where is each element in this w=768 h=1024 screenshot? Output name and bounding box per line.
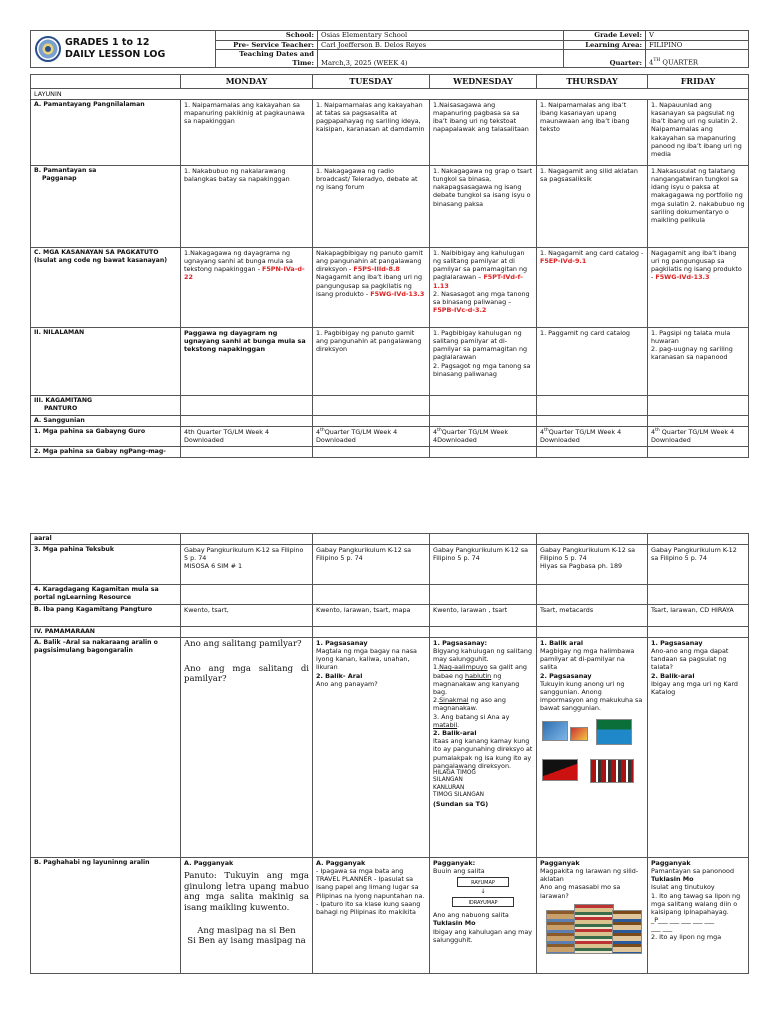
ip-friday: Tsart, larawan, CD HIRAYA	[648, 604, 749, 626]
nl-thursday: 1. Paggamit ng card catalog	[537, 327, 648, 395]
deped-seal-icon	[35, 36, 61, 62]
nl-monday: Paggawa ng dayagram ng ugnayang sanhi at bunga mula sa tekstong napakinggan	[181, 327, 313, 395]
tb-monday	[181, 544, 313, 584]
nilalaman-label: II. NILALAMAN	[31, 327, 181, 395]
ph-wednesday	[430, 857, 537, 973]
tb-thursday-1: Gabay Pangkurikulum K-12 sa Filipino 5 p. 74	[540, 545, 636, 563]
log-title-line2: DAILY LESSON LOG	[65, 49, 166, 60]
nl-friday-1: 1. Pagsipi ng talata mula huwaran	[651, 328, 731, 345]
ip-tuesday: Kwento, larawan, tsart, mapa	[313, 604, 430, 626]
ks-tuesday	[313, 247, 430, 327]
pg-friday: 1.Nakasusulat ng talatang nangangatwiran tungkol sa idang isyu o paksa at makagagawa ng portfolio ng mga sulatin 2. nakabubuo ng sariling dokumentaryo o maikling pelikula	[648, 165, 749, 247]
gabay-mag-aaral-label-1: 2. Mga pahina sa Gabay ngPang-mag-	[31, 446, 181, 457]
ph-thursday-h: Pagganyak	[540, 858, 580, 867]
ph-wednesday-t3: Ibigay ang kahulugan ang may salungguhit.	[433, 927, 533, 944]
ks-monday-text: 1.Nakagagawa ng dayagrama ng ugnayang sanhi at bunga mula sa tekstong napakinggan -	[184, 248, 293, 274]
pp-thursday: 1. Naipamamalas ang iba’t ibang kasanayan upang maunawaan ang iba’t ibang teksto	[537, 99, 648, 165]
quarter-label: Quarter:	[564, 50, 646, 68]
kasanayan-label-1: C. MGA KASANAYAN SA PAGKATUTO	[34, 248, 159, 256]
ba-wednesday-s1: 1.Nag-aalimpuyo sa galit ang babae ng hablutin ng magnanakaw ang kanyang bag.	[433, 663, 527, 696]
dates-value: March,3, 2025 (WEEK 4)	[318, 50, 564, 68]
tb-monday-2: MISOSA 6 SIM # 1	[184, 562, 243, 571]
ph-tuesday	[313, 857, 430, 973]
quarter-value: 4TH QUARTER	[646, 50, 749, 68]
ks-friday-text: Nagagamit ang iba’t ibang uri ng pangungusap sa pagkilatis ng isang produkto -	[651, 248, 742, 282]
library-images	[540, 904, 644, 958]
ph-monday-story-title: Ang masipag na si Ben	[197, 925, 296, 936]
tb-thursday-2: Hiyas sa Pagbasa ph. 189	[540, 562, 623, 571]
ba-thursday-t2: Tukuyin kung anong uri ng sanggunian. Anong impormasyon ang makukuha sa bawat sanggunian.	[540, 679, 643, 713]
ba-wednesday-h1: 1. Pagsasanay:	[433, 638, 488, 647]
lesson-log-page-2	[30, 533, 748, 974]
ks-thursday	[537, 247, 648, 327]
pp-tuesday: 1. Naipamamalas ang kakayahan at tatas sa pagsasalita at pagpapahayag ng sariling ideya, kaisipan, karanasan at damdamin	[313, 99, 430, 165]
ks-tuesday-text-1: Nakapagbibigay ng panuto gamit ang pangunahin at pangalawang direksyon -	[316, 248, 423, 274]
pamantayang-pangnilalaman-label: A. Pamantayang Pangnilalaman	[31, 99, 181, 165]
ba-friday-h1: 1. Pagsasanay	[651, 638, 703, 647]
ph-tuesday-h: A. Pagganyak	[316, 858, 366, 867]
ph-wednesday-t2: Ano ang nabuong salita	[433, 911, 509, 920]
ph-friday	[648, 857, 749, 973]
ph-friday-blank-2: ___ ___	[651, 924, 673, 933]
ba-monday-q2: Ano ang mga salitang di pamilyar?	[184, 663, 309, 685]
ph-thursday-t: Magpakita ng larawan ng silid-aklatan	[540, 867, 639, 884]
ba-wednesday-dir5: (Sundan sa TG)	[433, 799, 489, 808]
scrambled-word-2: IDRAYUMAP	[452, 897, 514, 907]
paghahabi-label: B. Paghahabi ng layuninng aralin	[31, 857, 181, 973]
ba-thursday-h2: 2. Pagsasanay	[540, 671, 592, 680]
ph-monday-t: Panuto: Tukuyin ang mga ginulong letra upang mabuo ang mga salita makinig sa isang maikling kuwento.	[184, 871, 309, 913]
ph-monday	[181, 857, 313, 973]
ph-thursday	[537, 857, 648, 973]
gg-thursday: 4thQuarter TG/LM Week 4 Downloaded	[537, 426, 648, 446]
ba-friday	[648, 637, 749, 857]
ks-wednesday-code-1: F5PT-IVd-f-1.13	[433, 273, 523, 290]
nl-wednesday-2: 2. Pagsagot ng mga tanong sa binasang paliwanag	[433, 361, 531, 378]
ba-wednesday-t2: Itaas ang kanang kamay kung ito ay pangunahing direksyo at pumalakpak ng isa kung ito ay pangalawang direksyon.	[433, 737, 533, 770]
balik-aral-label: A. Balik –Aral sa nakaraang aralin o pagsisimulang bagongaralin	[31, 637, 181, 857]
ks-wednesday	[430, 247, 537, 327]
ks-wednesday-text-2: 2. Nasasagot ang mga tanong sa binasang paliwanag –	[433, 289, 530, 306]
nl-wednesday-1: 1. Pagbibigay kahulugan ng salitang pamilyar at di-pamilyar sa pamamagitan ng paglalarawan	[433, 328, 528, 362]
ks-thursday-code: F5EP-IVd-9.1	[540, 256, 587, 265]
ba-wednesday	[430, 637, 537, 857]
library-shelf-image-3	[612, 910, 642, 954]
ba-wednesday-dir1: HILAGA TIMOG	[433, 769, 476, 776]
almanac-image	[542, 759, 578, 781]
ks-tuesday-code-2: F5WG-IVd-13.3	[370, 289, 425, 298]
ks-tuesday-code-1: F5PS-IIId-8.8	[353, 265, 400, 274]
tb-tuesday: Gabay Pangkurikulum K-12 sa Filipino 5 p. 74	[313, 544, 430, 584]
ba-wednesday-h2: 2. Balik-aral	[433, 728, 477, 737]
scrambled-word-1: RAYUMAP	[457, 877, 509, 887]
ba-tuesday-t2: Ano ang panayam?	[316, 679, 378, 688]
ba-tuesday	[313, 637, 430, 857]
nl-friday-2: 2. pag-uugnay ng sariling karanasan sa napanood	[651, 345, 733, 362]
ip-wednesday: Kwento, larawan , tsart	[430, 604, 537, 626]
ph-monday-story-line: Si Ben ay isang masipag na	[187, 936, 306, 947]
dates-label-1: Teaching Dates and	[239, 50, 314, 59]
pg-tuesday: 1. Nakagagawa ng radio broadcast/ Teleradyo, debate at ng isang forum	[313, 165, 430, 247]
ba-friday-t2: Ibigay ang mga uri ng Kard Katalog	[651, 679, 738, 696]
ks-tuesday-text-2: Nagagamit ang iba’t ibang uri ng pangungusap sa pagkilatis ng isang produkto -	[316, 273, 423, 298]
ba-wednesday-t1: Bigyang kahulugan ng salitang may salungguhit.	[433, 647, 533, 664]
lesson-table-2	[30, 533, 749, 974]
lesson-table-1	[30, 74, 749, 457]
dates-label-2: Time:	[292, 58, 314, 67]
gg-wednesday: 4thQuarter TG/LM Week 4Downloaded	[430, 426, 537, 446]
ba-tuesday-h2: 2. Balik- Aral	[316, 671, 363, 680]
ks-friday-code: F5WG-IVd-13.3	[655, 273, 710, 282]
grade-label: Grade Level:	[564, 31, 646, 41]
ba-tuesday-h1: 1. Pagsasanay	[316, 638, 368, 647]
teacher-value: Carl Joefferson B. Delos Reyes	[318, 40, 564, 50]
book-image	[570, 727, 588, 741]
ph-tuesday-t: - Ipagawa sa mga bata ang TRAVEL PLANNER - Ipasulat sa isang papel ang limang lugar sa Pilipinas na iyong napuntahan na. - Ipaturo ito sa klase kung saang bahagi ng Pilipinas ito makikita	[316, 867, 425, 916]
ks-wednesday-text-1: 1. Naibibigay ang kahulugan ng salitang pamilyar at di pamilyar sa pamamagitan ng paglalarawan –	[433, 248, 528, 282]
ph-thursday-t2: Ano ang masasabi mo sa larawan?	[540, 883, 621, 900]
day-thursday: THURSDAY	[537, 75, 648, 88]
day-tuesday: TUESDAY	[313, 75, 430, 88]
gabay-mag-aaral-label-2: aaral	[31, 534, 181, 545]
ph-friday-h2: Tuklasin Mo	[651, 875, 694, 884]
library-shelf-image-1	[546, 910, 576, 954]
corner-cell	[31, 75, 181, 88]
ip-monday: Kwento, tsart,	[181, 604, 313, 626]
ba-thursday-h1: 1. Balik aral	[540, 638, 584, 647]
tb-monday-1: Gabay Pangkurikulum K-12 sa Filipino 5 p. 74	[184, 545, 304, 563]
iba-pang-label: B. Iba pang Kagamitang Pangturo	[31, 604, 181, 626]
ba-wednesday-dir3: KANLURAN	[433, 784, 465, 791]
pg-thursday: 1. Nagagamit ang silid aklatan sa pagsasaliksik	[537, 165, 648, 247]
school-value: Osias Elementary School	[318, 31, 564, 41]
tb-thursday	[537, 544, 648, 584]
ba-thursday-t1: Magbigay ng mga halimbawa pamilyar at di-pamilyar na salita	[540, 647, 635, 672]
area-value: FILIPINO	[646, 40, 749, 50]
day-monday: MONDAY	[181, 75, 313, 88]
ba-monday-q1: Ano ang salitang pamilyar?	[184, 638, 302, 649]
layunin-heading: LAYUNIN	[31, 88, 749, 99]
gg-friday: 4th Quarter TG/LM Week 4 Downloaded	[648, 426, 749, 446]
reference-images	[540, 719, 644, 791]
ph-friday-t3: 1. Ito ang tawag sa lipon ng mga salitang walang diin o kaisipang ipinapahayag.	[651, 891, 741, 916]
karagdagang-label: 4. Karagdagang Kagamitan mula sa portal ngLearning Resource	[31, 584, 181, 604]
ph-monday-h: A. Pagganyak	[184, 858, 234, 867]
ks-monday-code: F5PN-IVa-d-22	[184, 265, 305, 282]
teacher-label: Pre- Service Teacher:	[216, 40, 318, 50]
kagamitang-label-2: PANTURO	[44, 404, 78, 412]
gabay-guro-label: 1. Mga pahina sa Gabayng Guro	[31, 426, 181, 446]
grade-value: V	[646, 31, 749, 41]
pamamaraan-label: IV. PAMAMARAAN	[31, 626, 181, 637]
ba-wednesday-dir4: TIMOG SILANGAN	[433, 792, 484, 799]
header-table	[30, 30, 749, 68]
kasanayan-label-2: (Isulat ang code ng bawat kasanayan)	[34, 256, 168, 264]
nl-wednesday	[430, 327, 537, 395]
area-label: Learning Area:	[564, 40, 646, 50]
log-title-line1: GRADES 1 to 12	[65, 36, 150, 48]
ba-friday-t1: Ano-ano ang mga dapat tandaan sa pagsulat ng talata?	[651, 647, 729, 672]
gg-monday: 4th Quarter TG/LM Week 4 Downloaded	[181, 426, 313, 446]
ba-wednesday-dir2: SILANGAN	[433, 777, 463, 784]
nl-tuesday: 1. Pagbibigay ng panuto gamit ang pangunahin at pangalawang direksyon	[313, 327, 430, 395]
ks-friday	[648, 247, 749, 327]
tb-wednesday: Gabay Pangkurikulum K-12 sa Filipino 5 p. 74	[430, 544, 537, 584]
ba-wednesday-s2: 2.Sinakmal ng aso ang magnanakaw.	[433, 696, 506, 713]
books-shelf-image	[590, 759, 634, 783]
ip-thursday: Tsart, metacards	[537, 604, 648, 626]
ph-wednesday-h: Pagganyak:	[433, 858, 476, 867]
ph-friday-t4: 2. Ito ay lipon ng mga	[651, 932, 722, 941]
library-shelf-image-2	[574, 904, 614, 954]
ba-friday-h2: 2. Balik-aral	[651, 671, 695, 680]
ba-tuesday-t1: Magtala ng mga bagay na nasa iyong kanan, kaliwa, unahan, likuran	[316, 647, 417, 672]
pagganap-label-1: B. Pamantayan sa	[34, 166, 97, 174]
encyclopedia-image	[596, 719, 632, 745]
school-label: School:	[216, 31, 318, 41]
pg-monday: 1. Nakabubuo ng nakalarawang balangkas batay sa napakinggan	[181, 165, 313, 247]
lesson-log-page-1	[30, 30, 748, 458]
ks-monday	[181, 247, 313, 327]
pg-wednesday: 1. Nakagagawa ng grap o tsart tungkol sa binasa, nakapagsasagawa ng isang debate tungkol sa isang isyu o binasang paksa	[430, 165, 537, 247]
nl-friday	[648, 327, 749, 395]
ph-friday-h: Pagganyak	[651, 858, 691, 867]
ba-thursday	[537, 637, 648, 857]
ba-wednesday-s3: 3. Ang batang si Ana ay matabil.	[433, 712, 510, 729]
ph-friday-t2: Isulat ang tinutukoy	[651, 883, 715, 892]
day-friday: FRIDAY	[648, 75, 749, 88]
ph-friday-t: Pamantayan sa panonood	[651, 867, 735, 876]
teksbuk-label: 3. Mga pahina Teksbuk	[31, 544, 181, 584]
pp-monday: 1. Naipamamalas ang kakayahan sa mapanuring pakikinig at pagkaunawa sa napakinggan	[181, 99, 313, 165]
pp-friday: 1. Napauunlad ang kasanayan sa pagsulat ng iba’t ibang uri ng sulatin 2. Naipamamalas ang kakayahan sa mapanuring panood ng iba’t ibang uri ng media	[648, 99, 749, 165]
ba-monday	[181, 637, 313, 857]
kagamitang-label-1: III. KAGAMITANG	[34, 396, 93, 404]
ph-wednesday-t: Buuin ang salita	[433, 867, 485, 876]
pp-wednesday: 1.Naisasagawa ang mapanuring pagbasa sa sa iba’t ibang uri ng tekstoat napapalawak ang talasalitaan	[430, 99, 537, 165]
dictionary-image	[542, 721, 568, 741]
ks-thursday-text: 1. Nagagamit ang card catalog -	[540, 248, 644, 257]
ph-wednesday-h2: Tuklasin Mo	[433, 919, 476, 928]
arrow-down-icon: ↓	[480, 888, 486, 896]
ph-friday-blank-1: _P___ ___ ___ ___ ___	[651, 916, 715, 925]
tb-friday: Gabay Pangkurikulum K-12 sa Filipino 5 p. 74	[648, 544, 749, 584]
gg-tuesday: 4thQuarter TG/LM Week 4 Downloaded	[313, 426, 430, 446]
ks-wednesday-code-2: F5PB-IVc-d-3.2	[433, 306, 487, 315]
sanggunian-label: A. Sanggunian	[31, 415, 181, 426]
pagganap-label-2: Pagganap	[42, 174, 77, 182]
day-wednesday: WEDNESDAY	[430, 75, 537, 88]
